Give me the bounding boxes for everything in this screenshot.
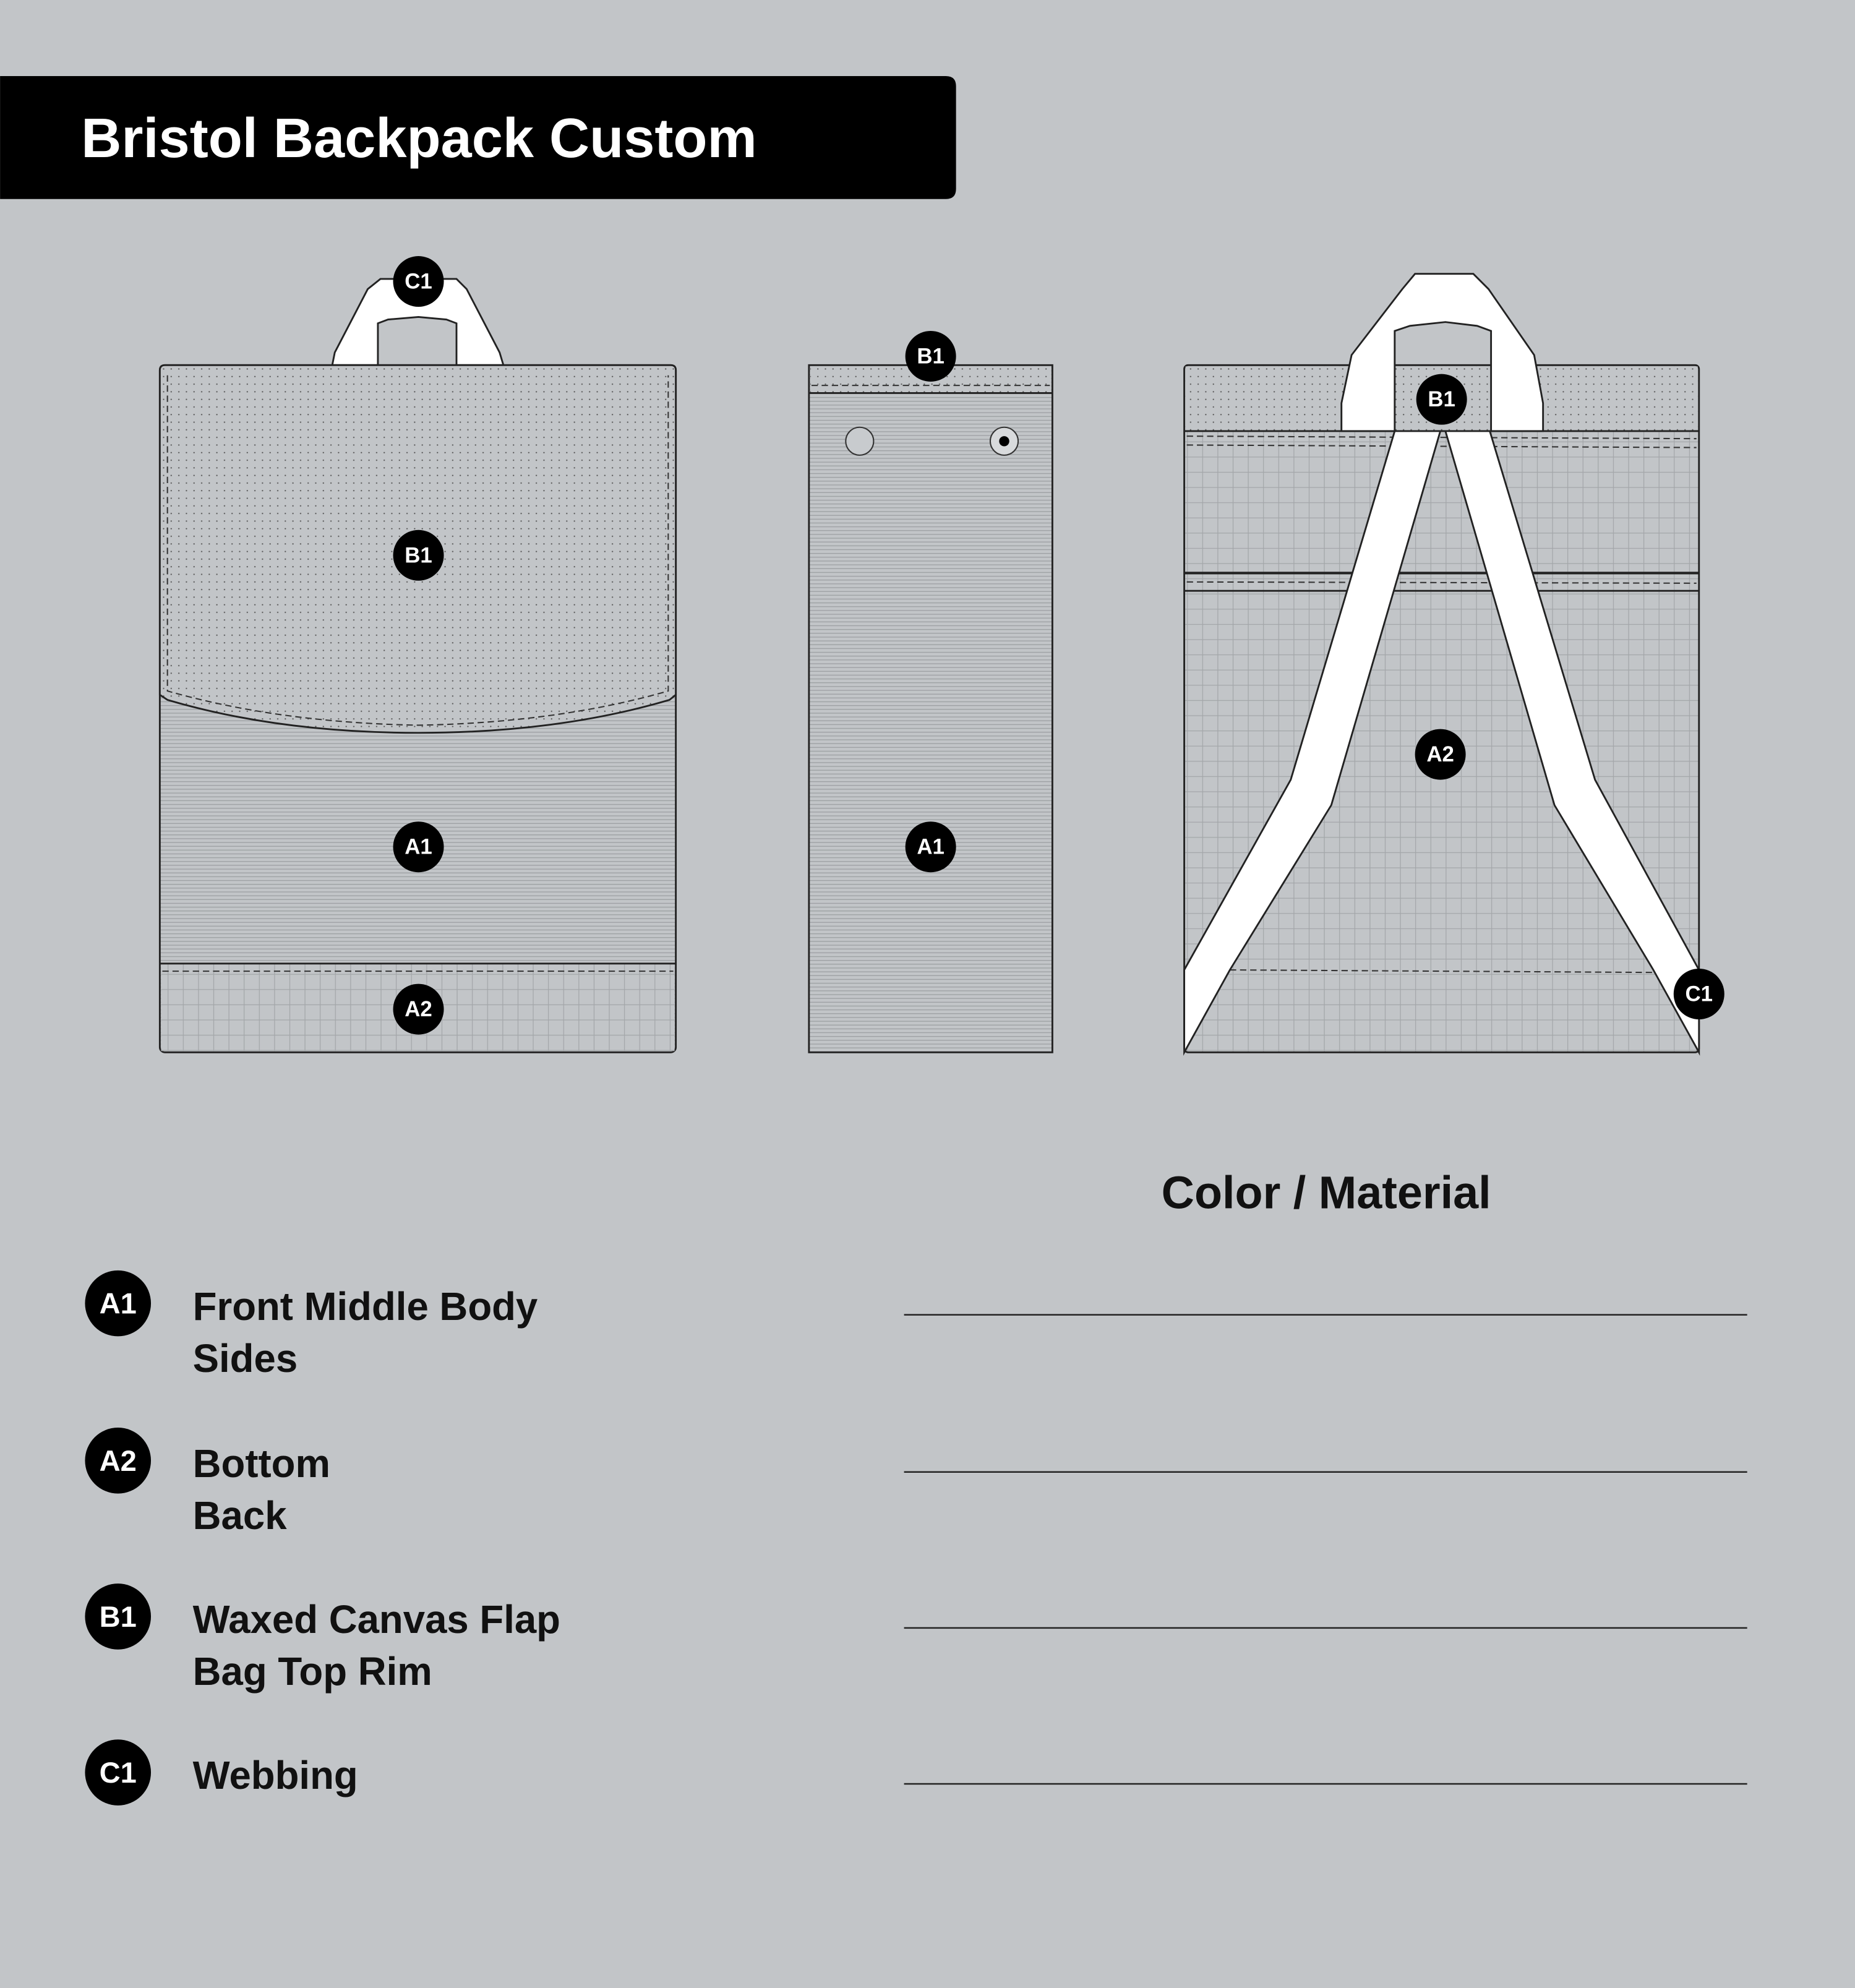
svg-text:Front Middle Body: Front Middle Body <box>192 1284 538 1329</box>
badge-b1 <box>906 331 956 382</box>
color-material-heading: Color / Material <box>1161 1167 1491 1219</box>
legend-item-b1 <box>85 1583 1747 1694</box>
title-bar <box>0 76 956 199</box>
badge-b1 <box>1416 374 1467 425</box>
svg-text:Back: Back <box>192 1493 287 1538</box>
svg-text:Bottom: Bottom <box>192 1441 330 1486</box>
badge-a1 <box>906 821 956 872</box>
svg-text:A1: A1 <box>917 834 945 859</box>
svg-text:B1: B1 <box>917 344 945 369</box>
svg-text:A2: A2 <box>1426 742 1454 767</box>
svg-text:C1: C1 <box>405 269 432 294</box>
legend-item-a2 <box>85 1428 1747 1538</box>
badge-a1 <box>393 821 444 872</box>
legend-item-c1 <box>85 1739 1747 1806</box>
svg-text:B1: B1 <box>1428 387 1455 412</box>
side-button-icon <box>846 427 873 455</box>
svg-text:C1: C1 <box>99 1756 137 1789</box>
svg-text:Waxed Canvas Flap: Waxed Canvas Flap <box>192 1598 561 1642</box>
side-view <box>809 331 1053 1052</box>
svg-text:A2: A2 <box>405 997 432 1022</box>
badge-a2 <box>1415 729 1466 780</box>
badge-c1 <box>1674 969 1724 1019</box>
svg-text:A1: A1 <box>405 834 432 859</box>
badge-c1 <box>393 256 444 307</box>
front-view <box>160 256 675 1052</box>
svg-text:C1: C1 <box>1685 982 1713 1006</box>
svg-text:B1: B1 <box>405 543 432 568</box>
svg-text:A1: A1 <box>99 1287 137 1320</box>
badge-a2 <box>393 984 444 1035</box>
svg-text:B1: B1 <box>99 1600 137 1633</box>
back-view <box>1185 274 1724 1053</box>
svg-text:Bag Top Rim: Bag Top Rim <box>192 1650 432 1694</box>
svg-text:Webbing: Webbing <box>192 1754 358 1798</box>
legend-item-a1 <box>85 1270 1747 1381</box>
svg-text:A2: A2 <box>99 1444 137 1477</box>
page-title: Bristol Backpack Custom <box>81 107 757 170</box>
svg-text:Sides: Sides <box>192 1336 298 1381</box>
badge-b1 <box>393 530 444 581</box>
